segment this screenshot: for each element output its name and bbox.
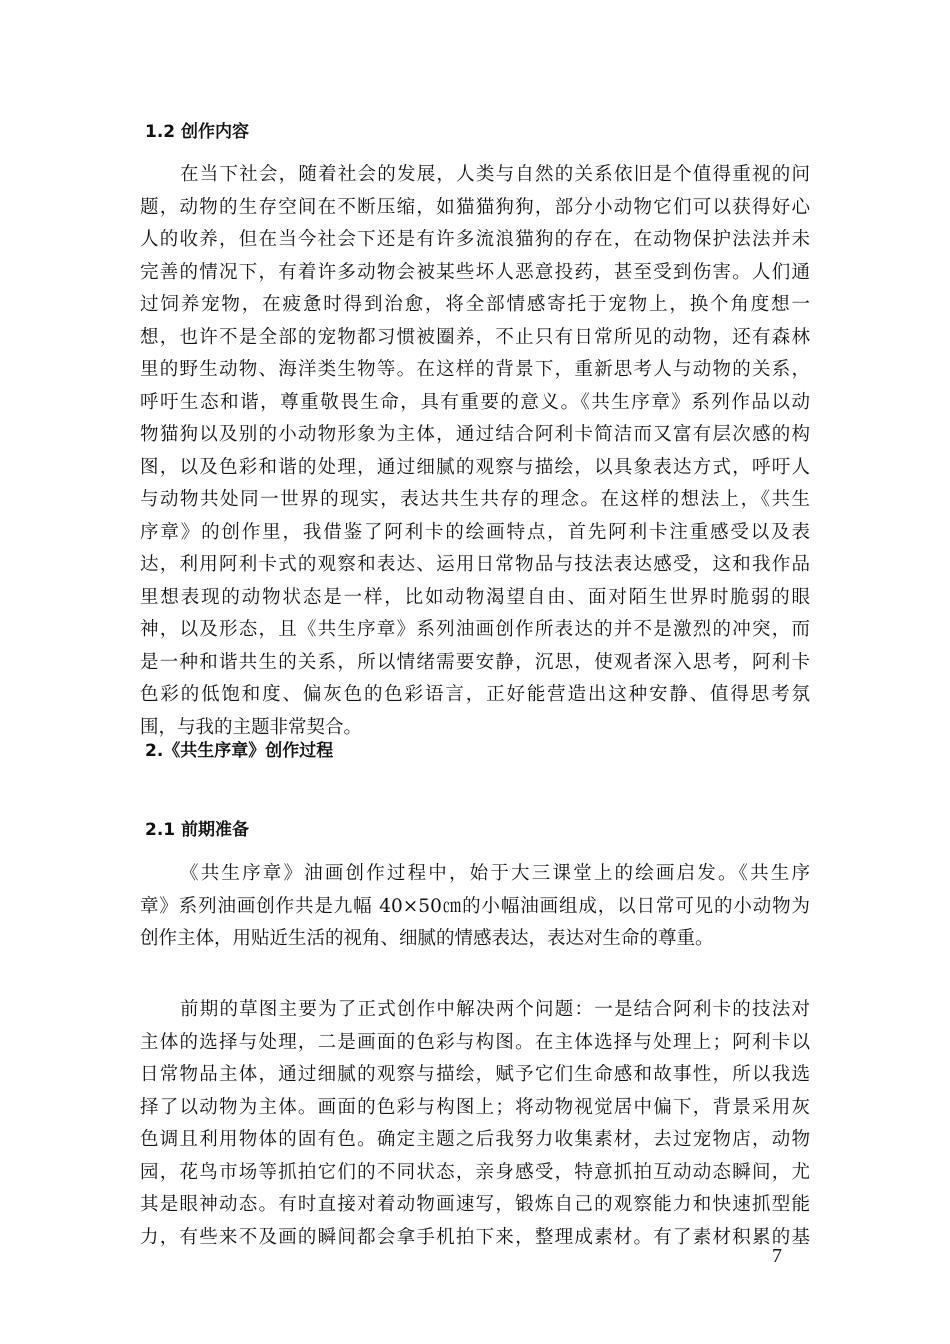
- text-line: 是一种和谐共生的关系，所以情绪需要安静，沉思，使观者深入思考，阿利卡: [140, 651, 810, 673]
- text-line: 在当下社会，随着社会的发展，人类与自然的关系依旧是个值得重视的问: [180, 164, 810, 185]
- text-line: 序章》的创作里，我借鉴了阿利卡的绘画特点，首先阿利卡注重感受以及表: [140, 521, 810, 543]
- paragraph-preparation-2: [140, 994, 810, 1254]
- text-line: 过饲养宠物，在疲惫时得到治愈，将全部情感寄托于宠物上，换个角度想一: [140, 294, 810, 315]
- text-line: 人的收养，但在当今社会下还是有许多流浪猫狗的存在，在动物保护法法并未: [140, 229, 810, 250]
- text-line: 其是眼神动态。有时直接对着动物画速写，锻炼自己的观察能力和快速抓型能: [140, 1194, 810, 1215]
- text-line: 里的野生动物、海洋类生物等。在这样的背景下，重新思考人与动物的关系，: [140, 359, 810, 380]
- text-line: 色彩的低饱和度、偏灰色的色彩语言，正好能营造出这种安静、值得思考氛: [140, 684, 810, 705]
- section-heading-2: 2.《共生序章》创作过程: [145, 741, 334, 761]
- text-line: 图，以及色彩和谐的处理，通过细腻的观察与描绘，以具象表达方式，呼吁人: [140, 456, 810, 478]
- text-line: 园，花鸟市场等抓拍它们的不同状态，亲身感受，特意抓拍互动动态瞬间，尤: [140, 1161, 810, 1183]
- page-number: 7: [772, 1245, 782, 1267]
- text-line: 达，利用阿利卡式的观察和表达、运用日常物品与技法表达感受，这和我作品: [140, 554, 810, 575]
- text-line: 择了以动物为主体。画面的色彩与构图上；将动物视觉居中偏下，背景采用灰: [140, 1096, 810, 1118]
- text-line: 主体的选择与处理，二是画面的色彩与构图。在主体选择与处理上；阿利卡以: [140, 1031, 810, 1053]
- text-line: 想，也许不是全部的宠物都习惯被圈养，不止只有日常所见的动物，还有森林: [140, 326, 810, 348]
- text-line: 前期的草图主要为了正式创作中解决两个问题：一是结合阿利卡的技法对: [180, 999, 810, 1020]
- paragraph-creation-content: [140, 159, 810, 744]
- text-line: 力，有些来不及画的瞬间都会拿手机拍下来，整理成素材。有了素材积累的基: [140, 1226, 810, 1248]
- text-line: 色调且利用物体的固有色。确定主题之后我努力收集素材，去过宠物店，动物: [140, 1129, 810, 1150]
- text-line: 题，动物的生存空间在不断压缩，如猫猫狗狗，部分小动物它们可以获得好心: [140, 196, 810, 218]
- text-line: 创作主体，用贴近生活的视角、细腻的情感表达，表达对生命的尊重。: [140, 928, 714, 949]
- section-heading-1-2: 1.2 创作内容: [145, 122, 250, 142]
- text-line: 神，以及形态，且《共生序章》系列油画创作所表达的并不是激烈的冲突，而: [140, 619, 810, 640]
- text-line: 物猫狗以及别的小动物形象为主体，通过结合阿利卡简洁而又富有层次感的构: [140, 424, 810, 445]
- text-line: 围，与我的主题非常契合。: [140, 716, 363, 738]
- text-line: 章》系列油画创作共是九幅 40×50㎝的小幅油画组成，以日常可见的小动物为: [140, 895, 810, 917]
- text-line: 与动物共处同一世界的现实，表达共生共存的理念。在这样的想法上，《共生: [140, 489, 810, 510]
- text-line: 呼吁生态和谐，尊重敬畏生命，具有重要的意义。《共生序章》系列作品以动: [140, 391, 810, 413]
- text-line: 日常物品主体，通过细腻的观察与描绘，赋予它们生命感和故事性，所以我选: [140, 1064, 810, 1085]
- text-line: 完善的情况下，有着许多动物会被某些坏人恶意投药，甚至受到伤害。人们通: [140, 261, 810, 283]
- paragraph-preparation-1: [140, 858, 810, 956]
- section-heading-2-1: 2.1 前期准备: [145, 820, 250, 840]
- text-line: 里想表现的动物状态是一样，比如动物渴望自由、面对陌生世界时脆弱的眼: [140, 586, 810, 608]
- text-line: 《共生序章》油画创作过程中，始于大三课堂上的绘画启发。《共生序: [180, 863, 810, 884]
